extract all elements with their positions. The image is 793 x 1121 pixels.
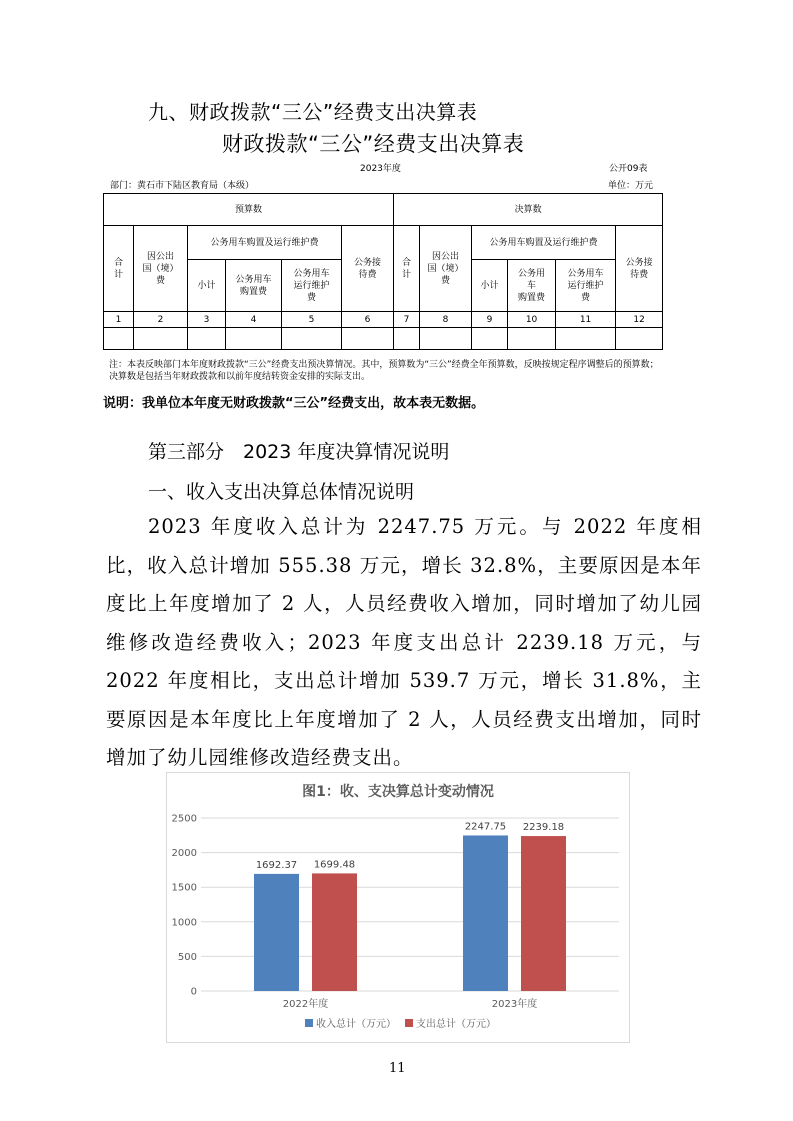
col-car-run-final: 公务用车 运行维护 费 bbox=[556, 260, 616, 312]
body-paragraph: 2023 年度收入总计为 2247.75 万元。与 2022 年度相比，收入总计增加 555.38 万元，增长 32.8%，主要原因是本年度比上年度增加了 2 人，人员经费收入增加，同时增加了幼儿园维修改造经费收入；2023 年度支出总计 2239.18 万元，与 2022 年度相比，支出总计增加 539.7 万元，增长 31.8%，主要原因是本年度比上年度增加了 2 人，人员经费支出增加，同时增加了幼儿园维修改造经费支出。 bbox=[106, 515, 702, 769]
data-label: 2239.18 bbox=[522, 822, 565, 834]
y-tick-label: 2500 bbox=[171, 813, 197, 825]
col-car-purchase-final: 公务用 车 购置费 bbox=[508, 260, 556, 312]
col-subtotal: 小计 bbox=[188, 260, 226, 312]
page-number: 11 bbox=[389, 1061, 406, 1076]
col-number: 5 bbox=[282, 312, 342, 328]
x-tick-label: 2023年度 bbox=[491, 999, 538, 1010]
legend-swatch bbox=[405, 1019, 413, 1027]
data-label: 1692.37 bbox=[255, 859, 298, 871]
x-tick-label: 2022年度 bbox=[282, 999, 329, 1010]
bar bbox=[521, 836, 566, 991]
col-number: 1 bbox=[104, 312, 134, 328]
y-tick-label: 1000 bbox=[171, 917, 197, 929]
col-number: 9 bbox=[472, 312, 508, 328]
col-total: 合 计 bbox=[104, 226, 134, 312]
bar bbox=[312, 873, 357, 991]
col-abroad: 因公出 国（境） 费 bbox=[134, 226, 188, 312]
bar bbox=[254, 874, 299, 991]
col-reception-final: 公务接 待费 bbox=[616, 226, 663, 312]
col-car-group: 公务用车购置及运行维护费 bbox=[188, 226, 342, 260]
col-number: 8 bbox=[420, 312, 472, 328]
form-number: 公开09表 bbox=[609, 164, 648, 174]
y-tick-label: 2000 bbox=[171, 848, 197, 860]
col-number: 11 bbox=[556, 312, 616, 328]
table-note: 注：本表反映部门本年度财政拨款“三公”经费支出预决算情况。其中，预算数为“三公”经费全年预算数，反映按规定程序调整后的预算数；决算数是包括当年财政拨款和以前年度结转资金安排的实际支出。 bbox=[109, 360, 659, 382]
data-label: 1699.48 bbox=[313, 859, 356, 871]
legend-label: 支出总计（万元） bbox=[416, 1019, 496, 1030]
budget-header: 预算数 bbox=[104, 194, 394, 226]
data-label: 2247.75 bbox=[464, 821, 507, 833]
bar bbox=[463, 835, 508, 991]
chart-container bbox=[166, 772, 630, 1043]
col-number: 6 bbox=[342, 312, 394, 328]
y-tick-label: 500 bbox=[177, 951, 197, 963]
col-car-group-final: 公务用车购置及运行维护费 bbox=[472, 226, 616, 260]
legend-swatch bbox=[305, 1019, 313, 1027]
table-year: 2023年度 bbox=[360, 164, 401, 174]
chart-title: 图1：收、支决算总计变动情况 bbox=[302, 784, 494, 800]
col-number: 10 bbox=[508, 312, 556, 328]
col-number: 12 bbox=[616, 312, 663, 328]
legend-label: 收入总计（万元） bbox=[316, 1019, 396, 1030]
y-tick-label: 1500 bbox=[171, 882, 197, 894]
col-total-final: 合 计 bbox=[394, 226, 420, 312]
col-car-run: 公务用车 运行维护 费 bbox=[282, 260, 342, 312]
col-number: 4 bbox=[226, 312, 282, 328]
department-label: 部门：黄石市下陆区教育局（本级） bbox=[110, 181, 255, 191]
bar-chart bbox=[167, 773, 629, 1042]
section-title: 一、收入支出决算总体情况说明 bbox=[148, 481, 415, 503]
table-row-numbers bbox=[104, 312, 663, 328]
table-row-empty bbox=[104, 328, 663, 350]
table-title: 财政拨款“三公”经费支出决算表 bbox=[222, 132, 525, 156]
y-tick-label: 0 bbox=[190, 986, 197, 998]
three-public-expenses-table bbox=[103, 193, 663, 350]
col-car-purchase: 公务用车 购置费 bbox=[226, 260, 282, 312]
col-abroad-final: 因公出 国（境） 费 bbox=[420, 226, 472, 312]
final-header: 决算数 bbox=[394, 194, 663, 226]
part-title: 第三部分 2023 年度决算情况说明 bbox=[148, 441, 450, 463]
explanation-text: 说明：我单位本年度无财政拨款“三公”经费支出，故本表无数据。 bbox=[103, 396, 485, 411]
col-number: 3 bbox=[188, 312, 226, 328]
col-reception: 公务接 待费 bbox=[342, 226, 394, 312]
unit-label: 单位：万元 bbox=[608, 181, 654, 191]
col-number: 7 bbox=[394, 312, 420, 328]
col-number: 2 bbox=[134, 312, 188, 328]
section-heading: 九、财政拨款“三公”经费支出决算表 bbox=[148, 100, 478, 124]
col-subtotal-final: 小计 bbox=[472, 260, 508, 312]
